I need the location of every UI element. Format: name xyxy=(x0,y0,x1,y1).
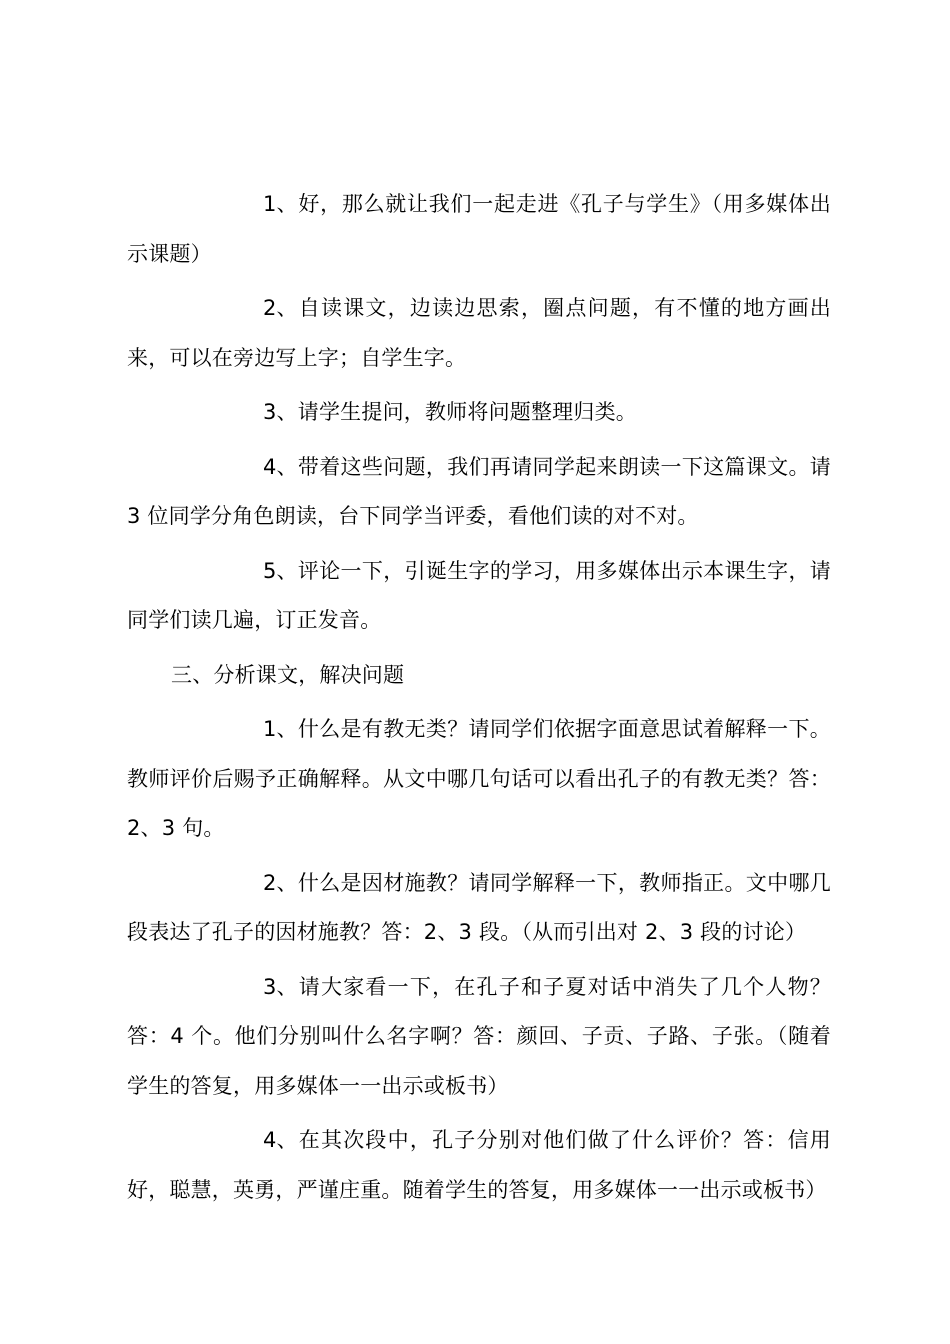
paragraph-4 xyxy=(127,443,831,542)
paragraph-number: 1、 xyxy=(263,717,298,741)
paragraph-text: 自读课文，边读边思索，圈点问题，有不懂的地方画出来，可以在旁边写上字；自学生字。 xyxy=(127,296,831,370)
section-heading: 三、分析课文，解决问题 xyxy=(171,662,405,687)
paragraph-text: 好，那么就让我们一起走进《孔子与学生》（用多媒体出示课题） xyxy=(127,192,831,266)
paragraph-text: 评论一下，引诞生字的学习，用多媒体出示本课生字，请同学们读几遍，订正发音。 xyxy=(127,558,831,632)
document-page xyxy=(127,180,831,1220)
paragraph-text: 在其次段中，孔子分别对他们做了什么评价？答：信用好，聪慧，英勇，严谨庄重。随着学生的答复，用多媒体一一出示或板书） xyxy=(127,1128,831,1202)
paragraph-text: 带着这些问题，我们再请同学起来朗读一下这篇课文。请 3 位同学分角色朗读，台下同学当评委，看他们读的对不对。 xyxy=(127,454,831,528)
paragraph-text: 请学生提问，教师将问题整理归类。 xyxy=(297,400,637,424)
paragraph-number: 5、 xyxy=(263,558,298,583)
paragraph-text: 什么是因材施教？请同学解释一下，教师指正。文中哪几段表达了孔子的因材施教？答：2、3 段。（从而引出对 2、3 段的讨论） xyxy=(127,870,831,944)
paragraph-text: 请大家看一下，在孔子和子夏对话中消失了几个人物？答：4 个。他们分别叫什么名字啊？答：颜回、子贡、子路、子张。（随着学生的答复，用多媒体一一出示或板书） xyxy=(127,974,831,1098)
paragraph-number: 4、 xyxy=(263,1128,298,1152)
paragraph-number: 1、 xyxy=(263,192,298,216)
paragraph-1 xyxy=(127,180,831,279)
paragraph-3 xyxy=(127,388,831,438)
section-paragraph-2 xyxy=(127,859,831,958)
section-paragraph-3 xyxy=(127,963,831,1112)
paragraph-number: 4、 xyxy=(263,454,298,479)
paragraph-number: 3、 xyxy=(263,400,298,424)
paragraph-number: 2、 xyxy=(263,296,298,320)
section-paragraph-1 xyxy=(127,705,831,854)
section-paragraph-4 xyxy=(127,1116,831,1215)
paragraph-number: 3、 xyxy=(263,974,298,999)
paragraph-number: 2、 xyxy=(263,870,298,895)
paragraph-2 xyxy=(127,284,831,383)
paragraph-text: 什么是有教无类？请同学们依据字面意思试着解释一下。教师评价后赐予正确解释。从文中哪几句话可以看出孔子的有教无类？答：2、3 句。 xyxy=(127,717,831,840)
paragraph-5 xyxy=(127,547,831,646)
